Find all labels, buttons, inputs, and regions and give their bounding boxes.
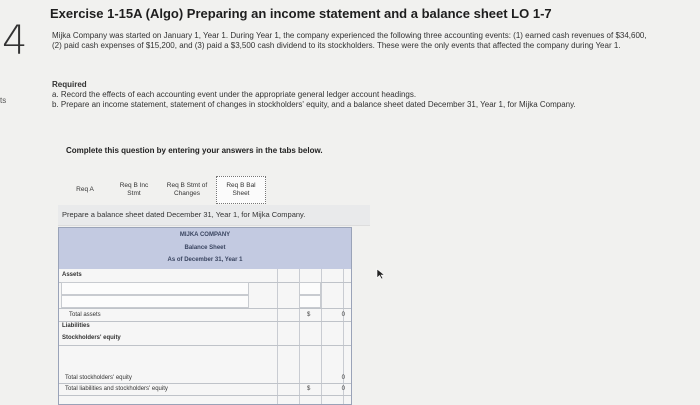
spacer-row xyxy=(59,346,351,374)
total-assets-row xyxy=(59,308,351,322)
tab-label: Req A xyxy=(76,186,94,193)
asset-amount-input[interactable] xyxy=(299,295,321,308)
equity-label: Stockholders' equity xyxy=(62,335,121,341)
liabilities-label: Liabilities xyxy=(62,323,90,329)
total-equity-value: 0 xyxy=(341,375,345,381)
tab-label: Changes xyxy=(173,190,201,197)
required-label: Required xyxy=(52,80,87,89)
sheet-header xyxy=(59,228,351,269)
tab-label: Req B Bal xyxy=(226,182,256,189)
intro-text: Mijka Company was started on January 1, Year 1. During Year 1, the company experienced the following three accounting events: (1) earned cash revenues of $34,600, (2) paid cash expenses of $15,200, and (3) paid a $3,500 cash dividend to its stockholders. These were the only events that affected the company during Year 1. xyxy=(52,31,647,50)
tab-label: Req B Stmt of xyxy=(166,182,208,189)
tab-req-b-stmt-changes[interactable] xyxy=(158,176,216,204)
tab-label: Req B Inc xyxy=(119,182,149,189)
total-assets-label: Total assets xyxy=(69,312,101,318)
tab-req-a[interactable] xyxy=(60,176,110,204)
tab-bar xyxy=(60,175,266,204)
instruction: Complete this question by entering your answers in the tabs below. xyxy=(66,146,323,155)
question-number: 4 xyxy=(2,18,28,64)
statement-date: As of December 31, Year 1 xyxy=(167,257,243,263)
balance-sheet xyxy=(58,227,352,405)
mouse-cursor-icon xyxy=(376,268,386,280)
total-liab-equity-row xyxy=(59,384,351,396)
side-marker: ts xyxy=(0,96,7,105)
total-assets-value: 0 xyxy=(341,312,345,318)
prompt-text: Prepare a balance sheet dated December 31, Year 1, for Mijka Company. xyxy=(62,210,306,219)
exercise-title: Exercise 1-15A (Algo) Preparing an income statement and a balance sheet LO 1-7 xyxy=(50,6,552,21)
assets-row xyxy=(59,269,351,283)
total-equity-row xyxy=(59,374,351,384)
asset-account-input[interactable] xyxy=(61,295,249,308)
currency-symbol: $ xyxy=(307,386,311,392)
tab-req-b-bal-sheet[interactable] xyxy=(216,176,266,204)
total-liab-equity-value: 0 xyxy=(341,386,345,392)
tab-label: Sheet xyxy=(232,190,250,197)
asset-account-input[interactable] xyxy=(61,282,249,295)
liabilities-row xyxy=(59,322,351,332)
tab-req-b-inc-stmt[interactable] xyxy=(110,176,158,204)
total-liab-equity-label: Total liabilities and stockholders' equity xyxy=(65,386,168,392)
required-a: a. Record the effects of each accounting event under the appropriate general ledger account headings. xyxy=(52,90,417,99)
company-name: MIJKA COMPANY xyxy=(179,232,231,238)
statement-name: Balance Sheet xyxy=(184,245,226,251)
total-equity-label: Total stockholders' equity xyxy=(65,375,132,381)
required-b: b. Prepare an income statement, statement of changes in stockholders' equity, and a balance sheet dated December 31, Year 1, for Mijka Company. xyxy=(52,100,576,109)
equity-row xyxy=(59,332,351,346)
currency-symbol: $ xyxy=(307,312,311,318)
required-section xyxy=(52,80,652,110)
tab-label: Stmt xyxy=(127,190,141,197)
asset-amount-input[interactable] xyxy=(299,282,321,295)
assets-label: Assets xyxy=(62,272,82,278)
